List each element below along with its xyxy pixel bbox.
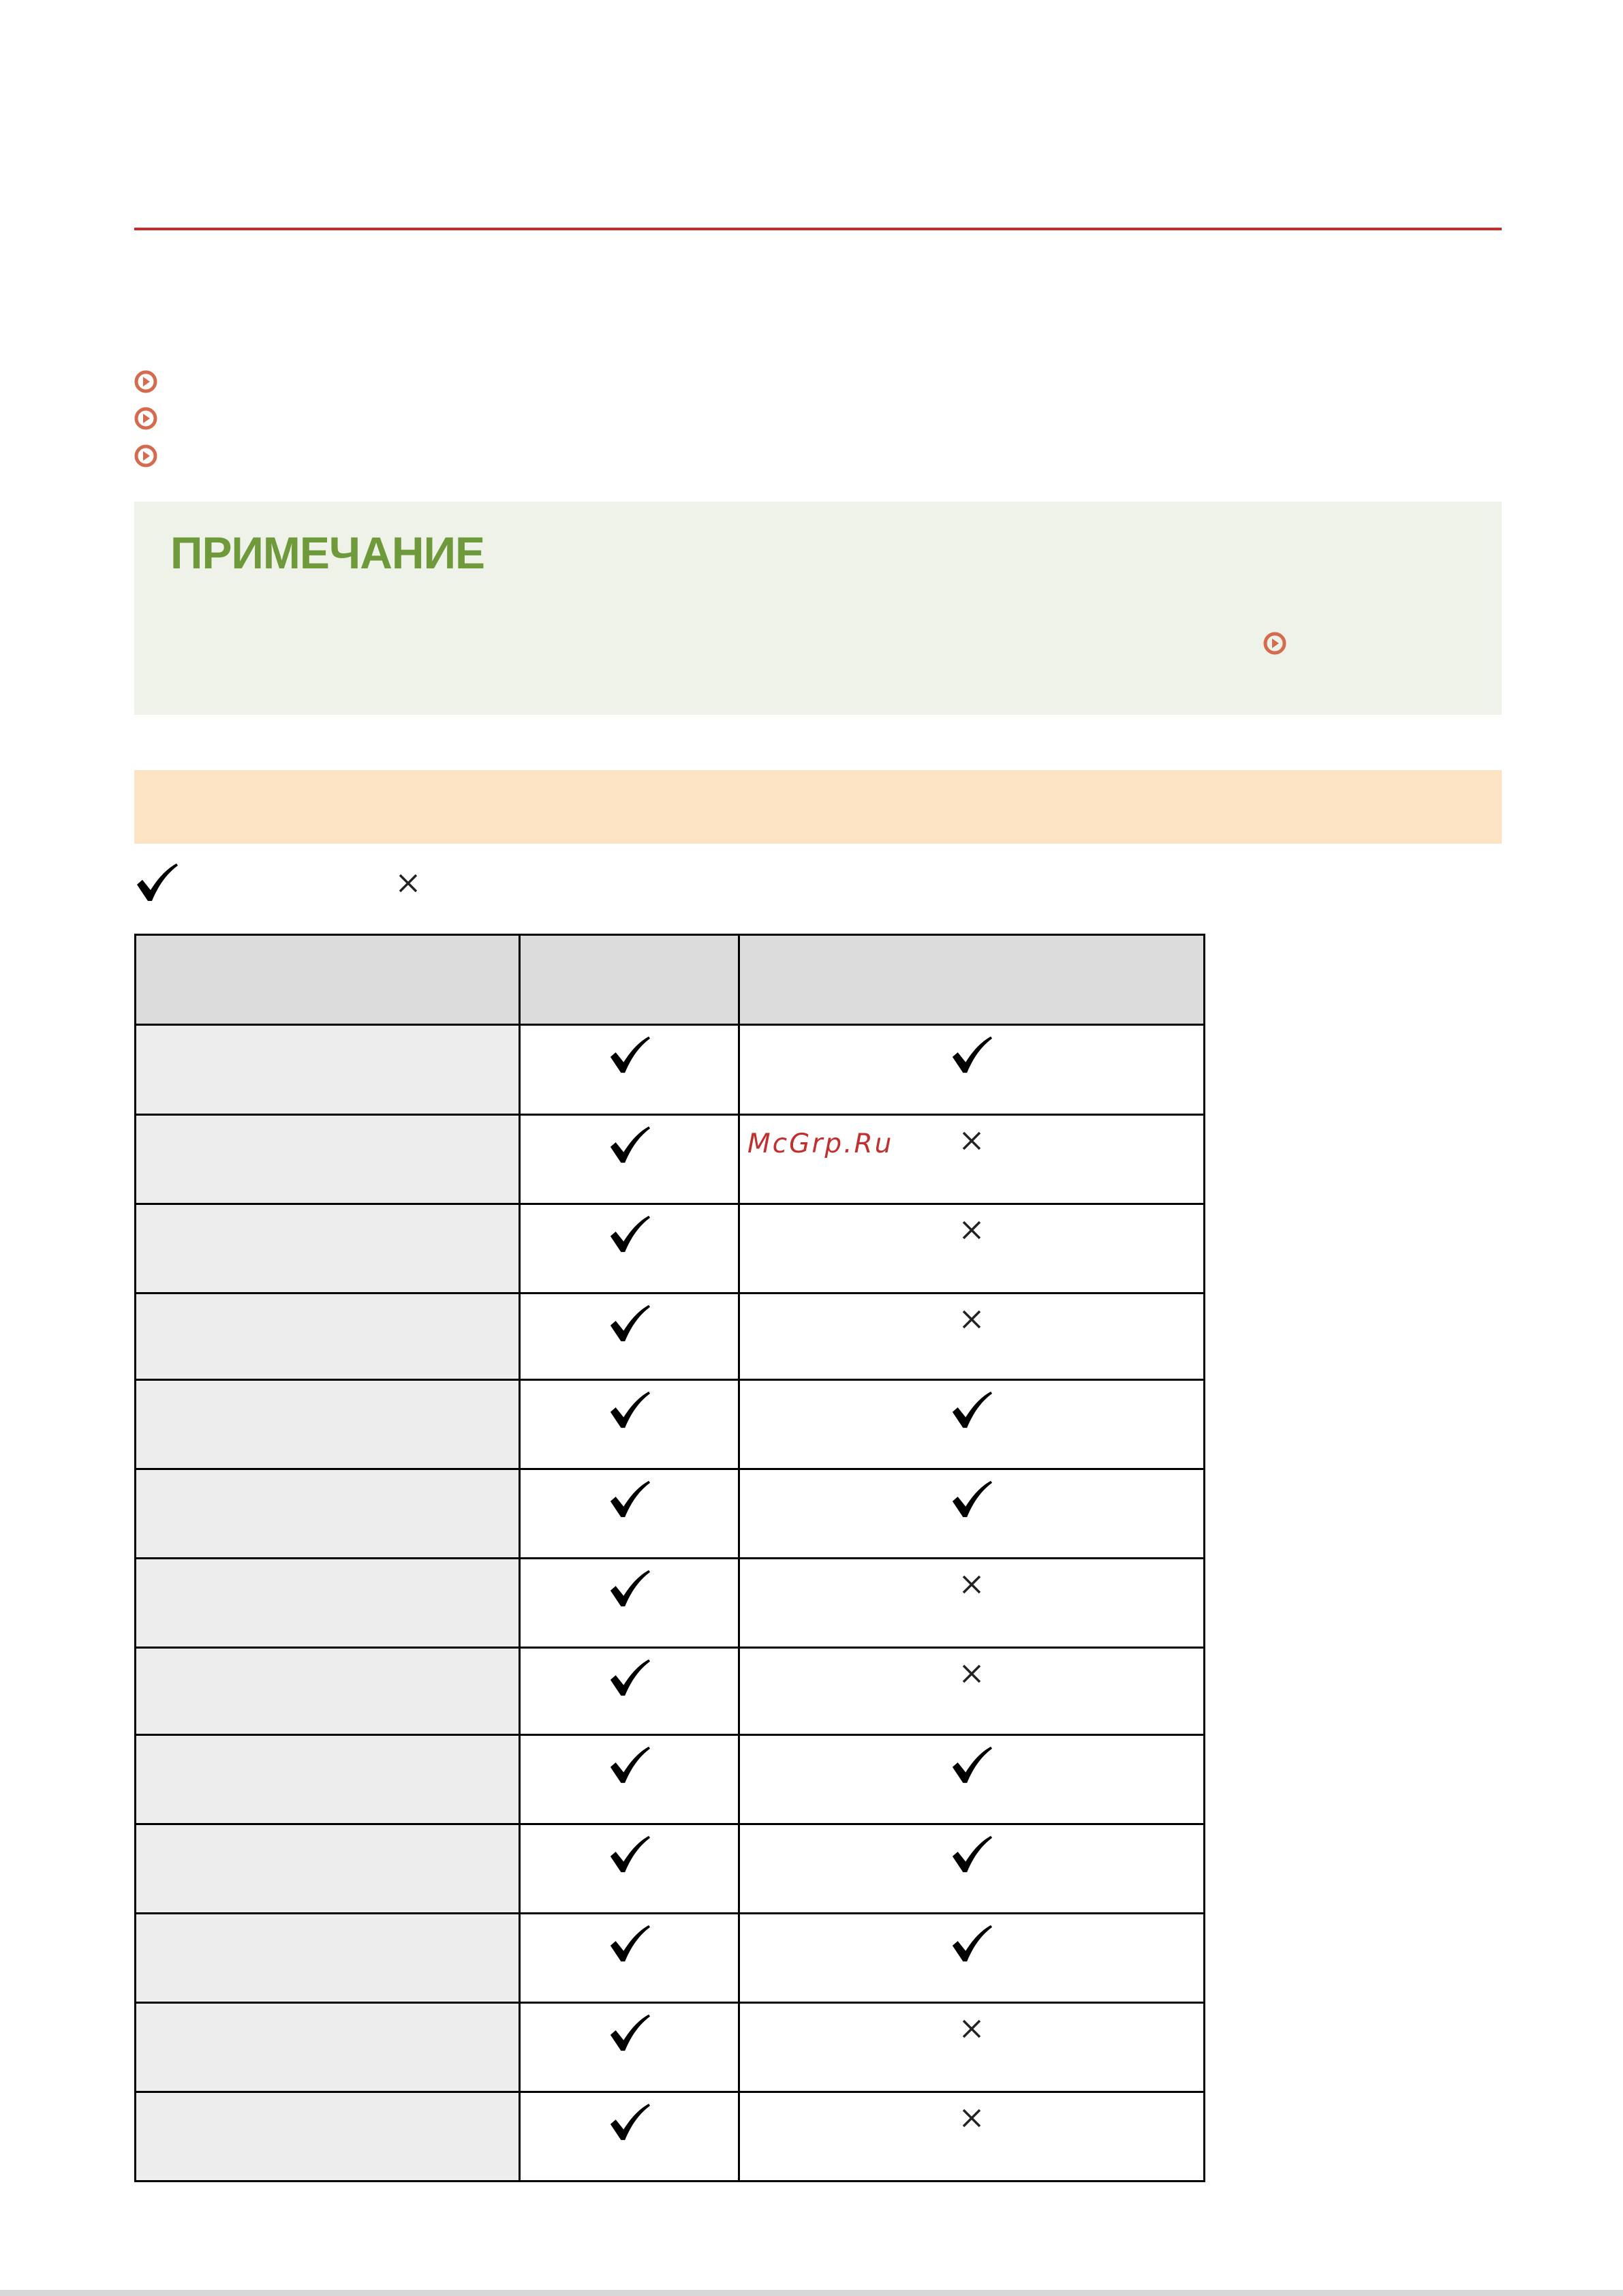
table-row-label-cell bbox=[136, 1559, 520, 1648]
table-cell bbox=[520, 1559, 739, 1648]
table-row bbox=[136, 1914, 1205, 2003]
table-cell bbox=[739, 1914, 1205, 2003]
table-cell bbox=[520, 1914, 739, 2003]
check-icon bbox=[608, 1302, 651, 1345]
table-row-label-cell bbox=[136, 1204, 520, 1294]
check-icon bbox=[608, 1124, 651, 1166]
table-row-label-cell bbox=[136, 1648, 520, 1735]
check-icon bbox=[608, 1923, 651, 1965]
table-cell bbox=[739, 2092, 1205, 2182]
table-cell bbox=[739, 1648, 1205, 1735]
table-row bbox=[136, 1294, 1205, 1380]
cross-icon bbox=[960, 1662, 983, 1685]
table-header-cell bbox=[739, 935, 1205, 1025]
note-title: ПРИМЕЧАНИЕ bbox=[170, 527, 485, 578]
table-cell bbox=[520, 1380, 739, 1469]
link-arrow-icon[interactable] bbox=[134, 407, 157, 430]
table-cell bbox=[739, 1559, 1205, 1648]
check-icon bbox=[608, 1389, 651, 1431]
cross-icon bbox=[960, 1308, 983, 1331]
table-row-label-cell bbox=[136, 1294, 520, 1380]
check-icon bbox=[608, 1478, 651, 1520]
table-row bbox=[136, 1648, 1205, 1735]
check-icon bbox=[608, 2012, 651, 2054]
table-cell bbox=[739, 1824, 1205, 1914]
table-cell bbox=[520, 1204, 739, 1294]
table-cell bbox=[520, 1469, 739, 1559]
watermark: McGrp.Ru bbox=[747, 1129, 894, 1159]
check-icon bbox=[950, 1744, 993, 1786]
check-icon bbox=[608, 1744, 651, 1786]
table-cell bbox=[520, 1294, 739, 1380]
table-row bbox=[136, 2003, 1205, 2092]
table-row bbox=[136, 2092, 1205, 2182]
table-row-label-cell bbox=[136, 2003, 520, 2092]
check-icon bbox=[950, 1034, 993, 1076]
check-icon bbox=[608, 1213, 651, 1255]
check-icon bbox=[608, 1657, 651, 1699]
support-table bbox=[134, 934, 1205, 2182]
table-cell bbox=[520, 2003, 739, 2092]
legend-check-icon bbox=[134, 861, 179, 904]
link-arrow-icon[interactable] bbox=[134, 370, 157, 393]
check-icon bbox=[950, 1478, 993, 1520]
table-cell bbox=[739, 1735, 1205, 1824]
table-row bbox=[136, 1559, 1205, 1648]
header-rule bbox=[134, 228, 1502, 230]
table-row bbox=[136, 1824, 1205, 1914]
cross-icon bbox=[960, 2017, 983, 2040]
table-cell bbox=[520, 1735, 739, 1824]
page-bottom-edge bbox=[0, 2290, 1623, 2296]
check-icon bbox=[608, 1034, 651, 1076]
check-icon bbox=[950, 1923, 993, 1965]
table-cell bbox=[520, 1824, 739, 1914]
table-cell bbox=[520, 1648, 739, 1735]
table-row bbox=[136, 1115, 1205, 1204]
link-arrow-icon[interactable] bbox=[1263, 632, 1286, 655]
cross-icon bbox=[960, 1129, 983, 1152]
check-icon bbox=[608, 1567, 651, 1610]
table-cell bbox=[739, 1025, 1205, 1115]
table-cell bbox=[739, 1204, 1205, 1294]
table-row-label-cell bbox=[136, 1469, 520, 1559]
table-row-label-cell bbox=[136, 1735, 520, 1824]
table-row bbox=[136, 1380, 1205, 1469]
link-arrow-icon[interactable] bbox=[134, 444, 157, 468]
table-row-label-cell bbox=[136, 1380, 520, 1469]
table-cell bbox=[739, 2003, 1205, 2092]
table-cell bbox=[739, 1294, 1205, 1380]
table-row-label-cell bbox=[136, 1914, 520, 2003]
table-row bbox=[136, 1204, 1205, 1294]
check-icon bbox=[608, 2101, 651, 2143]
section-heading-band bbox=[134, 770, 1502, 844]
table-cell bbox=[739, 1469, 1205, 1559]
legend-cross-icon bbox=[397, 872, 420, 895]
table-cell bbox=[739, 1380, 1205, 1469]
table-header-row bbox=[136, 935, 1205, 1025]
cross-icon bbox=[960, 2107, 983, 2130]
table-header-cell bbox=[520, 935, 739, 1025]
table-row bbox=[136, 1735, 1205, 1824]
table-cell bbox=[520, 2092, 739, 2182]
check-icon bbox=[950, 1389, 993, 1431]
table-row-label-cell bbox=[136, 1115, 520, 1204]
check-icon bbox=[950, 1833, 993, 1876]
cross-icon bbox=[960, 1219, 983, 1242]
table-row-label-cell bbox=[136, 2092, 520, 2182]
table-cell bbox=[520, 1115, 739, 1204]
table-row bbox=[136, 1469, 1205, 1559]
table-row bbox=[136, 1025, 1205, 1115]
table-cell bbox=[520, 1025, 739, 1115]
table-row-label-cell bbox=[136, 1824, 520, 1914]
cross-icon bbox=[960, 1573, 983, 1596]
table-row-label-cell bbox=[136, 1025, 520, 1115]
table-header-cell bbox=[136, 935, 520, 1025]
check-icon bbox=[608, 1833, 651, 1876]
